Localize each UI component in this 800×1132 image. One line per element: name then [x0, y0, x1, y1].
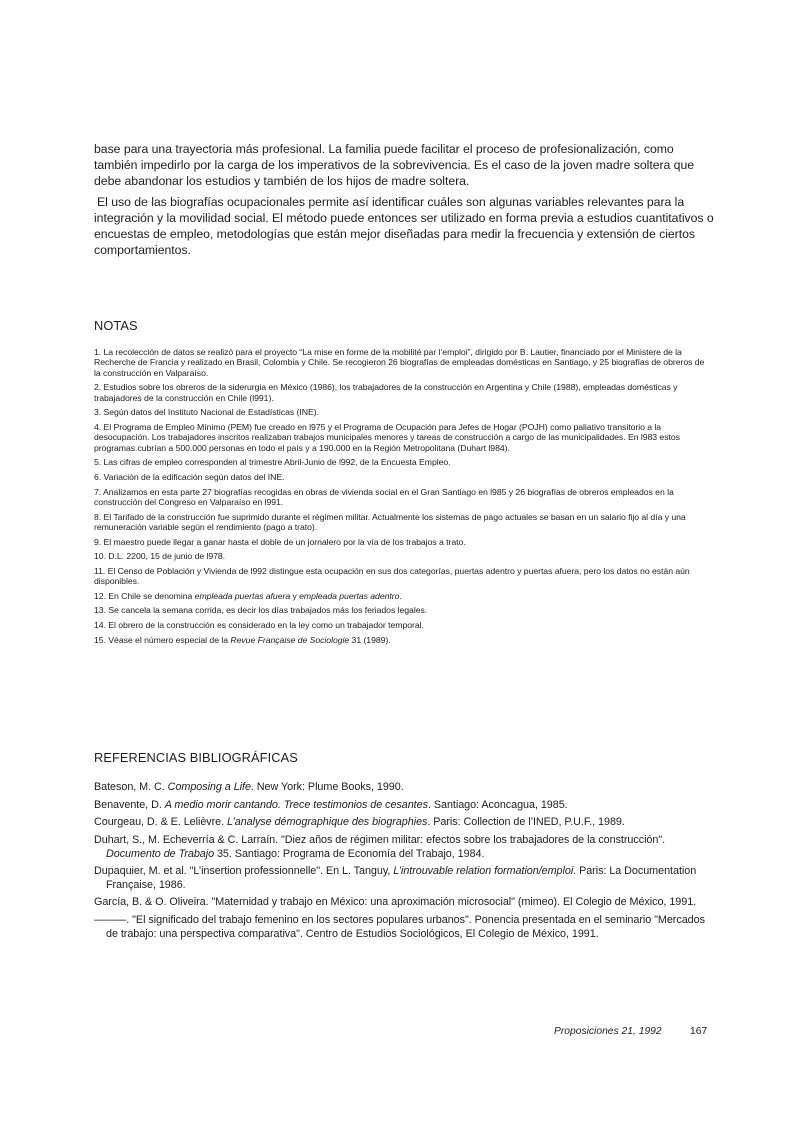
references-heading: REFERENCIAS BIBLIOGRÁFICAS — [94, 750, 298, 765]
reference-title: Composing a Life — [167, 781, 251, 793]
note-item: 6. Variación de la edificación según datos del INE. — [94, 472, 285, 482]
note-text: 15. Véase el número especial de la — [94, 634, 231, 645]
notes-heading: NOTAS — [94, 318, 138, 333]
body-paragraph: base para una trayectoria más profesional. La familia puede facilitar el proceso de profesionalización, como también impedirlo por la carga de los imperativos de la sobrevivencia. Es el caso de la joven madre soltera que debe abandonar los estudios y también de los hijos de madre soltera. — [94, 142, 695, 188]
note-item: 13. Se cancela la semana corrida, es decir los días trabajados más los feriados legales. — [94, 605, 428, 616]
note-item: 3. Según datos del Instituto Nacional de Estadísticas (INE). — [94, 407, 319, 418]
note-item: 5. Las cifras de empleo corresponden al trimestre Abril-Junio de l992, de la Encuesta Empleo. — [94, 457, 451, 468]
note-item: 10. D.L. 2200, 15 de junio de l978. — [94, 551, 226, 562]
reference-title: A medio morir cantando. Trece testimonios de cesantes — [164, 798, 428, 811]
note-text: . — [399, 590, 402, 601]
reference-item — [94, 816, 714, 830]
reference-text: . New York: Plume Books, 1990. — [250, 781, 404, 793]
reference-text: . Paris: Collection de l’INED, P.U.F., 1989. — [427, 816, 625, 829]
reference-text: Duhart, S., M. Echeverría & C. Larraín. "Diez años de régimen militar: efectos sobre los trabajadores de la construcción". — [94, 834, 666, 847]
reference-text: . Santiago: Aconcagua, 1985. — [427, 798, 568, 811]
reference-text: Courgeau, D. & E. Lelièvre. — [94, 816, 228, 829]
reference-title: L’analyse démographique des biographies — [227, 816, 428, 829]
note-emphasis: Revue Française de Sociologie — [230, 634, 350, 645]
references-list — [94, 781, 714, 945]
note-item: 11. El Censo de Población y Vivienda de l992 distingue esta ocupación en sus dos categorías, puertas adentro y puertas afuera, pero los datos no están aún disponibles. — [94, 565, 690, 587]
reference-text: Bateson, M. C. — [94, 781, 168, 793]
reference-text: Benavente, D. — [94, 798, 165, 811]
reference-title: L’introuvable relation formation/emploi — [393, 865, 574, 878]
note-emphasis: empleada puertas afuera — [194, 590, 291, 601]
reference-item — [94, 799, 714, 813]
note-item: 4. El Programa de Empleo Mínimo (PEM) fue creado en l975 y el Programa de Ocupación para Jefes de Hogar (POJH) como paliativo transitorio a la desocupación. Los trabajadores inscritos realizaban trabajos municipales menores y tareas de construcción a cargo de las municipalidades. En l983 estos programas cubrían a 500.000 personas en todo el país y a 190.000 en la Región Metropolitana (Duhart l984). — [94, 422, 680, 453]
reference-text: 35. Santiago: Programa de Economía del Trabajo, 1984. — [214, 847, 485, 860]
note-item: 2. Estudios sobre los obreros de la siderurgia en México (1986), los trabajadores de la construcción en Argentina y Chile (1988), empleadas domésticas y trabajadores de la construcción en Chile (l991). — [94, 382, 678, 403]
reference-item — [94, 865, 714, 892]
page-number: 167 — [690, 1026, 708, 1037]
notes-list — [94, 347, 712, 649]
reference-item — [94, 834, 714, 861]
body-paragraph: El uso de las biografías ocupacionales permite así identificar cuáles son algunas variables relevantes para la integración y la movilidad social. El método puede entonces ser utilizado en forma previa a estudios cuantitativos o encuestas de empleo, metodologías que están mejor diseñadas para medir la frecuencia y extensión de ciertos comportamientos. — [94, 195, 714, 257]
reference-text: Dupaquier, M. et al. "L’insertion professionnelle". En L. Tanguy, — [94, 865, 394, 878]
note-item — [94, 591, 712, 601]
note-item: 1. La recolección de datos se realizó para el proyecto “La mise en forme de la mobilité par l’emploi”, dirigido por B. Lautier, financiado por el Ministere de la Recherche de Francia y realizado en Brasil, Colombia y Chile. Se recogieron 26 biografías de empleadas domésticas en Santiago, y 25 biografías de obreros de la construcción en Valparaíso. — [94, 347, 705, 378]
note-text: 31 (1989). — [349, 634, 391, 645]
reference-item — [94, 914, 714, 941]
note-item — [94, 635, 712, 645]
note-item: 9. El maestro puede llegar a ganar hasta el doble de un jornalero por la vía de los trabajos a trato. — [94, 536, 466, 547]
footer-journal: Proposiciones 21, 1992 — [554, 1026, 662, 1037]
reference-text: García, B. & O. Oliveira. "Maternidad y trabajo en México: una aproximación microsocial" (mimeo). El Colegio de México, 1991. — [94, 896, 697, 909]
reference-item — [94, 896, 714, 910]
note-item: 8. El Tarifado de la construcción fue suprimido durante el régimen militar. Actualmente los sistemas de pago actuales se basan en un salario fijo al día y una remuneración variable según el rendimiento (pago a trato). — [94, 511, 686, 532]
note-item: 7. Analizamos en esta parte 27 biografías recogidas en obras de vivienda social en el Gran Santiago en l985 y 26 biografías de obreros empleados en la construcción del Congreso en Valparaíso en l991. — [94, 486, 674, 507]
reference-text: . Paris: La Documentation Française, 1986. — [106, 865, 697, 891]
note-text: 12. En Chile se denomina — [94, 590, 195, 601]
reference-title: Documento de Trabajo — [106, 847, 215, 860]
note-text: y — [290, 590, 300, 601]
note-emphasis: empleada puertas adentro — [299, 590, 400, 601]
reference-text: ———. "El significado del trabajo femenino en los sectores populares urbanos". Ponencia presentada en el seminario "Mercados de trabajo: una perspectiva comparativa". Centro de Estudios Sociológicos, El Colegio de México, 1991. — [94, 914, 705, 940]
note-item: 14. El obrero de la construcción es considerado en la ley como un trabajador temporal. — [94, 619, 424, 630]
reference-item — [94, 781, 714, 795]
